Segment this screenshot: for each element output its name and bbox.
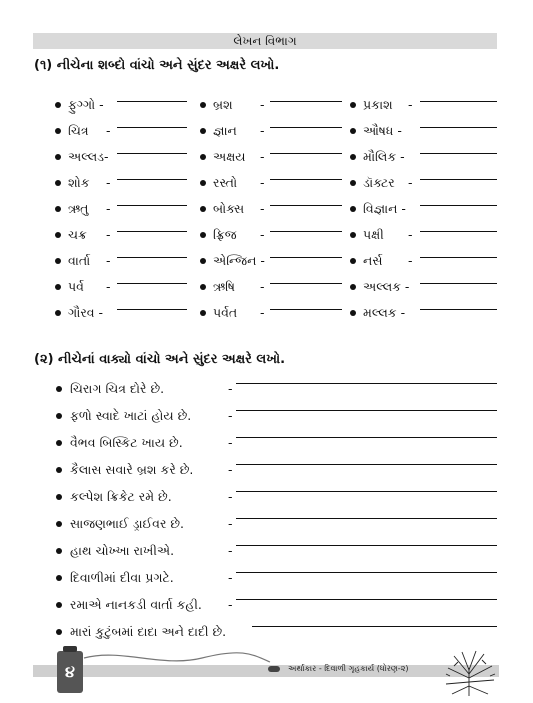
sentence-text: સાજણભાઈ ડ્રાઈવર છે. [70,516,185,531]
sentence-text: વૈભવ બિસ્કિટ ખાય છે. [70,435,183,450]
dash-mark: - [260,279,265,294]
footer-book-title: અર્થાકાર - દિવાળી ગૃહકાર્ય (ધોરણ-૨) [288,664,409,673]
writing-line[interactable] [236,410,497,411]
word-text: ગૌરવ - [68,305,104,320]
bullet-icon [56,521,62,527]
word-text: અલ્લડ- [68,149,109,164]
word-text: વાર્તા [68,253,91,268]
dash-mark: - [228,516,233,531]
battery-icon [57,651,83,693]
dash-mark: - [228,570,233,585]
dash-mark: - [228,489,233,504]
bullet-icon [56,602,62,608]
word-text: મૌલિક - [363,149,405,164]
writing-line[interactable] [236,518,497,519]
writing-line[interactable] [236,599,497,600]
dash-mark: - [260,227,265,242]
dash-mark: - [260,149,265,164]
word-text: પર્વ [68,279,84,294]
dash-mark: - [106,253,111,268]
dash-mark: - [228,597,233,612]
word-text: ઋતુ [68,201,89,216]
dash-mark: - [260,97,265,112]
sentence-row [0,596,533,616]
dash-mark: - [408,227,413,242]
section-header-title: લેખન વિભાગ [233,33,297,48]
word-text: ઋષિ [213,279,235,294]
dash-mark: - [228,435,233,450]
dash-mark: - [260,201,265,216]
sentence-row [0,569,533,589]
dash-mark: - [106,201,111,216]
bullet-icon [56,548,62,554]
word-text: અક્ષય [213,149,246,164]
sentence-text: રમાએ નાનકડી વાર્તા કહી. [70,597,202,612]
word-text: એન્જિન - [213,253,265,268]
sentence-row [0,461,533,481]
word-text: પ્રકાશ [363,97,393,112]
sentence-row [0,623,533,643]
word-text: ચક્ર [68,227,87,242]
dash-mark: - [228,543,233,558]
sentence-row [0,380,533,400]
sentence-text: મારાં કુટુંબમાં દાદા અને દાદી છે. [70,624,227,639]
writing-line[interactable] [252,626,497,627]
sentence-row [0,515,533,535]
writing-line[interactable] [236,491,497,492]
dash-mark: - [106,175,111,190]
bullet-icon [56,386,62,392]
dash-mark: - [106,123,111,138]
sentence-row [0,488,533,508]
word-text: શોક [68,175,90,190]
sentence-text: કલ્પેશ ક્રિકેટ રમે છે. [70,489,172,504]
sentence-row [0,407,533,427]
dash-mark: - [260,123,265,138]
bullet-icon [56,575,62,581]
sentence-text: ચિરાગ ચિત્ર દોરે છે. [70,381,165,396]
sentence-text: ફળો સ્વાદે ખાટાં હોય છે. [70,408,192,423]
word-text: ફ્રિજ [213,227,237,242]
sentence-row [0,434,533,454]
dash-mark: - [228,462,233,477]
word-text: ચિત્ર [68,123,89,138]
word-text: જ્ઞાન [213,123,237,138]
word-text: ફુગ્ગો - [68,97,104,112]
exercise-1-title: (૧) નીચેના શબ્દો વાંચો અને સુંદર અક્ષરે લખો. [34,58,280,73]
sentence-text: હાથ ચોખ્ખા રાખીએ. [70,543,175,558]
cloud-icon [268,666,280,672]
word-text: અલ્લક - [363,279,410,294]
page-number: ૪ [65,662,75,681]
bullet-icon [56,494,62,500]
dash-mark: - [408,175,413,190]
dash-mark: - [106,279,111,294]
word-text: ઔષધ - [363,123,402,138]
bullet-icon [56,629,62,635]
dash-mark: - [408,253,413,268]
dash-mark: - [260,175,265,190]
word-text: વિજ્ઞાન - [363,201,406,216]
writing-line[interactable] [236,437,497,438]
word-text: બ્રશ [213,97,233,112]
sentence-text: કૈલાસ સવારે બ્રશ કરે છે. [70,462,194,477]
word-text: પક્ષી [363,227,384,242]
exercise-2-title: (૨) નીચેનાં વાક્યો વાંચો અને સુંદર અક્ષરે લખો. [34,352,286,367]
bullet-icon [56,440,62,446]
dash-mark: - [408,97,413,112]
writing-line[interactable] [236,383,497,384]
word-text: ડૉક્ટર [363,175,395,190]
bullet-icon [56,467,62,473]
dash-mark: - [228,381,233,396]
word-text: નર્સ [363,253,383,268]
writing-line[interactable] [236,545,497,546]
battery-wire-icon [82,646,272,670]
dash-mark: - [228,408,233,423]
word-text: મલ્લક - [363,305,406,320]
dash-mark: - [260,305,265,320]
writing-line[interactable] [236,464,497,465]
sentence-row [0,542,533,562]
sentence-text: દિવાળીમાં દીવા પ્રગટે. [70,570,174,585]
bullet-icon [56,413,62,419]
word-text: રસ્તો [213,175,238,190]
firecracker-sparkle-icon [440,650,498,698]
word-text: પર્વત [213,305,238,320]
dash-mark: - [106,227,111,242]
writing-line[interactable] [236,572,497,573]
word-text: બોક્સ [213,201,245,216]
